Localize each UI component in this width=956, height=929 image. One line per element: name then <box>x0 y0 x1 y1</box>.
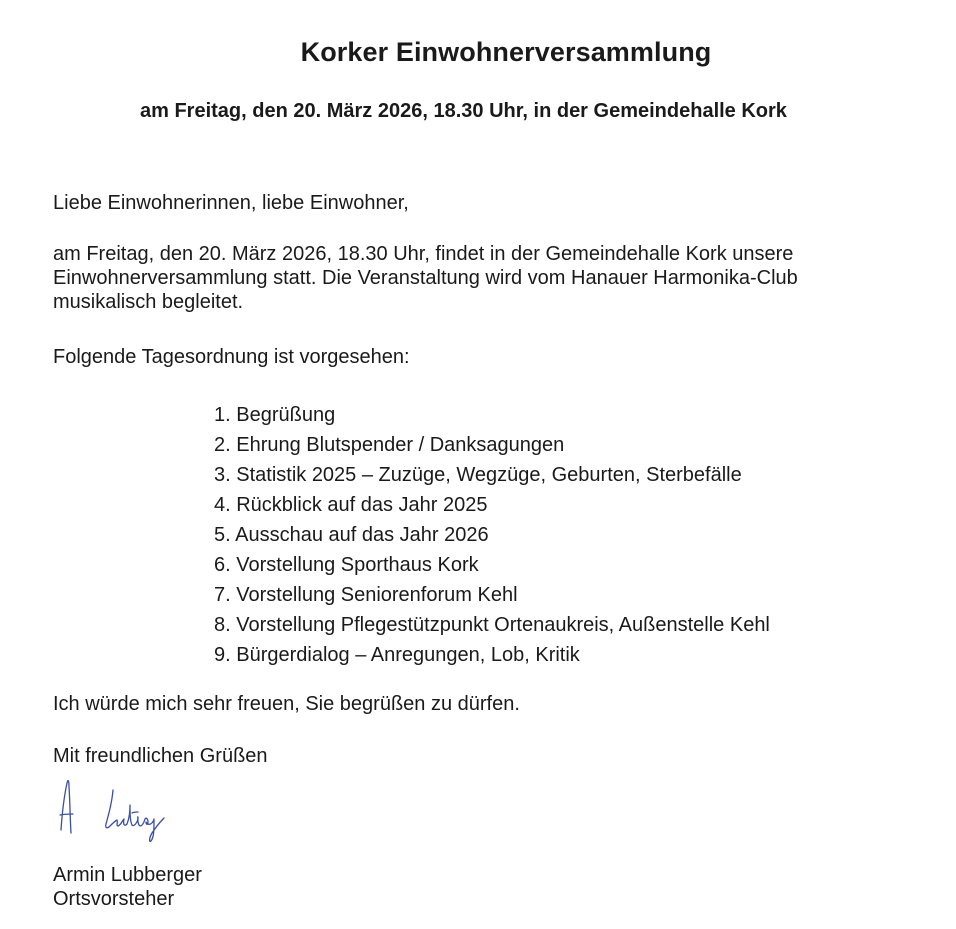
signatory-role: Ortsvorsteher <box>53 888 175 910</box>
intro-line: musikalisch begleitet. <box>53 291 244 313</box>
agenda-item: 3. Statistik 2025 – Zuzüge, Wegzüge, Geburten, Sterbefälle <box>214 464 742 486</box>
intro-line: am Freitag, den 20. März 2026, 18.30 Uhr, findet in der Gemeindehalle Kork unsere <box>53 243 794 265</box>
salutation: Liebe Einwohnerinnen, liebe Einwohner, <box>53 192 409 214</box>
closing-sentence: Ich würde mich sehr freuen, Sie begrüßen zu dürfen. <box>53 693 520 715</box>
agenda-item: 9. Bürgerdialog – Anregungen, Lob, Kritik <box>214 644 580 666</box>
agenda-item: 1. Begrüßung <box>214 404 336 426</box>
agenda-list <box>214 400 770 670</box>
agenda-item: 2. Ehrung Blutspender / Danksagungen <box>214 434 565 456</box>
agenda-item: 5. Ausschau auf das Jahr 2026 <box>214 524 489 546</box>
agenda-intro: Folgende Tagesordnung ist vorgesehen: <box>53 346 410 368</box>
handwritten-signature <box>52 775 182 845</box>
agenda-item: 6. Vorstellung Sporthaus Kork <box>214 554 479 576</box>
agenda-item: 8. Vorstellung Pflegestützpunkt Ortenaukreis, Außenstelle Kehl <box>214 614 770 636</box>
complimentary-close: Mit freundlichen Grüßen <box>53 745 268 767</box>
agenda-item: 7. Vorstellung Seniorenforum Kehl <box>214 584 518 606</box>
signatory-name: Armin Lubberger <box>53 864 202 886</box>
event-subtitle: am Freitag, den 20. März 2026, 18.30 Uhr, in der Gemeindehalle Kork <box>140 100 787 122</box>
intro-paragraph <box>53 242 798 314</box>
document-title: Korker Einwohnerversammlung <box>300 37 712 67</box>
intro-line: Einwohnerversammlung statt. Die Veranstaltung wird vom Hanauer Harmonika-Club <box>53 267 798 289</box>
agenda-item: 4. Rückblick auf das Jahr 2025 <box>214 494 488 516</box>
